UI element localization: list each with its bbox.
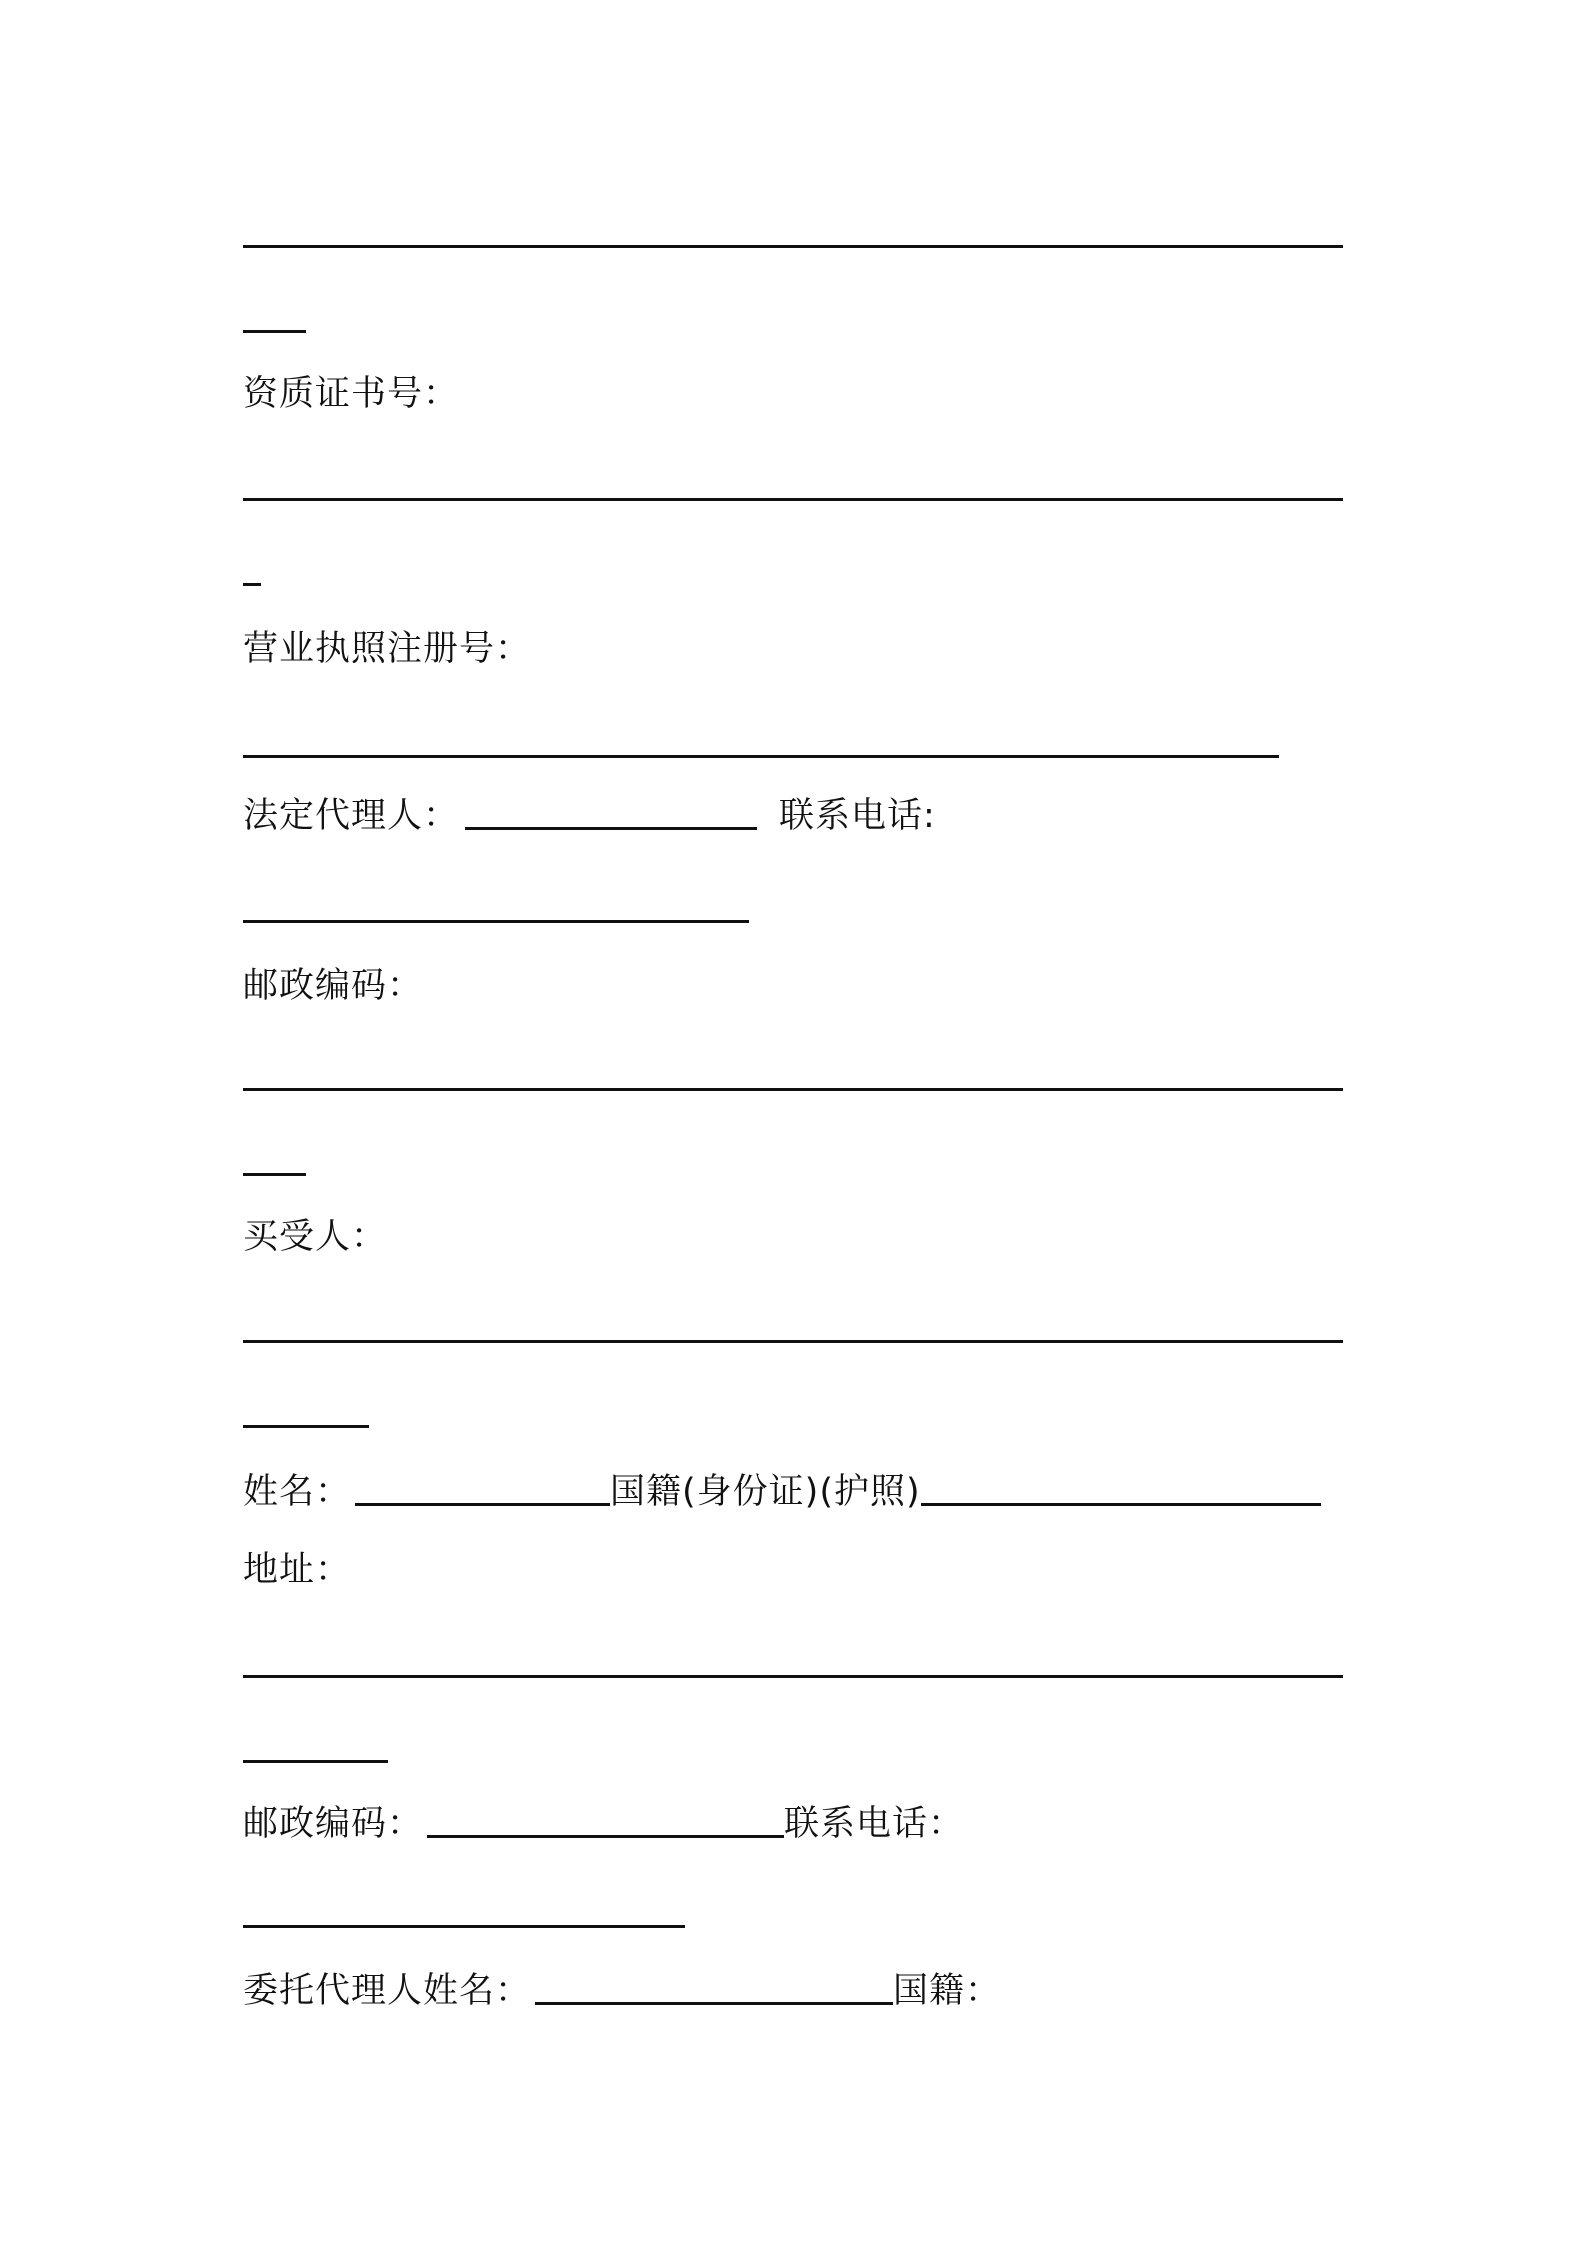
nationality-label: 国籍：	[893, 1971, 1002, 2011]
postal-code-label-2: 邮政编码：	[243, 1804, 424, 1844]
blank-line-2	[243, 295, 306, 343]
legal-agent-label: 法定代理人：	[243, 796, 460, 836]
nationality-id-passport-label: 国籍(身份证)(护照)	[610, 1472, 921, 1512]
qualification-cert-row	[243, 370, 459, 418]
blank-field[interactable]	[243, 1760, 388, 1763]
legal-agent-row	[243, 792, 936, 840]
entrusted-agent-row	[243, 1967, 1001, 2015]
blank-line-12	[243, 1725, 388, 1773]
qualification-cert-label: 资质证书号：	[243, 374, 460, 414]
business-license-row	[243, 625, 531, 673]
blank-field[interactable]	[243, 583, 261, 586]
legal-agent-field[interactable]	[465, 827, 757, 830]
nationality-id-passport-field[interactable]	[921, 1503, 1321, 1506]
buyer-row	[243, 1213, 387, 1261]
entrusted-agent-name-field[interactable]	[535, 2002, 893, 2005]
postal-code-field-2[interactable]	[427, 1835, 784, 1838]
blank-line-11	[243, 1640, 1343, 1688]
blank-line-10	[243, 1390, 369, 1438]
blank-line-9	[243, 1305, 1343, 1353]
entrusted-agent-name-label: 委托代理人姓名：	[243, 1971, 532, 2011]
blank-line-7	[243, 1053, 1343, 1101]
business-license-field[interactable]	[243, 755, 1279, 758]
phone-field-1[interactable]	[243, 920, 749, 923]
address-field[interactable]	[243, 1675, 1343, 1678]
address-label: 地址：	[243, 1550, 352, 1590]
name-field[interactable]	[355, 1503, 610, 1506]
blank-field[interactable]	[243, 330, 306, 333]
blank-line-13	[243, 1890, 685, 1938]
address-row	[243, 1546, 351, 1594]
blank-field[interactable]	[243, 245, 1343, 248]
name-label: 姓名：	[243, 1472, 352, 1512]
blank-line-5	[243, 720, 1279, 768]
blank-field[interactable]	[243, 1173, 306, 1176]
blank-line-6	[243, 885, 749, 933]
blank-field[interactable]	[243, 1425, 369, 1428]
phone-label-2: 联系电话：	[784, 1804, 965, 1844]
postal-code-label-1: 邮政编码：	[243, 966, 424, 1006]
qualification-cert-field[interactable]	[243, 498, 1343, 501]
business-license-label: 营业执照注册号：	[243, 629, 532, 669]
postal-phone-row	[243, 1800, 964, 1848]
buyer-label: 买受人：	[243, 1217, 388, 1257]
blank-line-4	[243, 548, 261, 596]
blank-line-1	[243, 210, 1343, 258]
blank-line-3	[243, 463, 1343, 511]
blank-line-8	[243, 1138, 306, 1186]
name-nationality-row	[243, 1468, 1321, 1516]
postal-code-row-1	[243, 962, 423, 1010]
buyer-field[interactable]	[243, 1340, 1343, 1343]
postal-code-field-1[interactable]	[243, 1088, 1343, 1091]
phone-field-2[interactable]	[243, 1925, 685, 1928]
phone-label-1: 联系电话:	[779, 796, 936, 836]
